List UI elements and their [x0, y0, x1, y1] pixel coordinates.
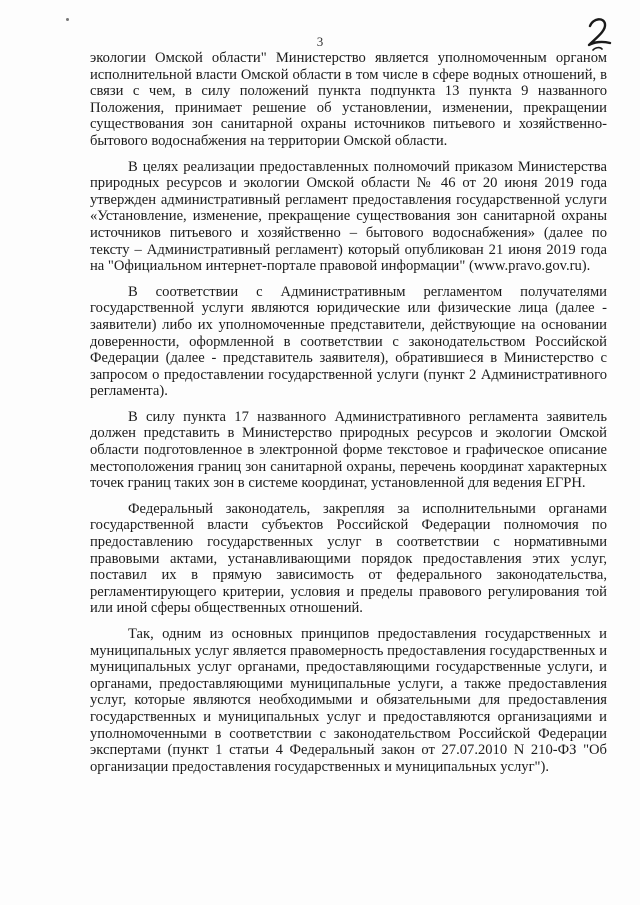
paragraph-4: В силу пункта 17 названного Административного регламента заявитель должен представить в Министерство природных ресурсов и экологии Омской области подготовленное в электронной форме текстовое и графическое описание местоположения границ зон санитарной охраны, перечень координат характерных точек границ таких зон в системе координат, установленной для ведения ЕГРН. — [90, 408, 607, 492]
paragraph-2: В целях реализации предоставленных полномочий приказом Министерства природных ресурсов и экологии Омской области № 46 от 20 июня 2019 года утвержден административный регламент предоставления государственной услуги «Установление, изменение, прекращение существования зон санитарной охраны источников питьевого и хозяйственно – бытового водоснабжения» (далее по тексту – Административный регламент) который опубликован 21 июня 2019 года на "Официальном интернет-портале правовой информации" (www.pravo.gov.ru). — [90, 158, 607, 275]
paragraph-3: В соответствии с Административным регламентом получателями государственной услуги являются юридические или физические лица (далее - заявители) либо их уполномоченные представители, действующие на основании доверенности, оформленной в соответствии с законодательством Российской Федерации (далее - представитель заявителя), обратившиеся в Министерство с запросом о предоставлении государственной услуги (пункт 2 Административного регламента). — [90, 283, 607, 400]
page-number: 3 — [316, 34, 324, 49]
paragraph-1: экологии Омской области" Министерство является уполномоченным органом исполнительной власти Омской области в том числе в сфере водных отношений, в связи с чем, в силу положений пункта подпункта 13 пункта 9 названного Положения, принимает решение об установлении, изменении, прекращении существования зон санитарной охраны источников питьевого и хозяйственно-бытового водоснабжения на территории Омской области. — [90, 50, 607, 149]
paragraph-6: Так, одним из основных принципов предоставления государственных и муниципальных услуг является правомерность предоставления государственных и муниципальных услуг органами, предоставляющими государственные услуги, и органами, предоставляющими муниципальные услуги, а также предоставления услуг, которые являются необходимыми и обязательными для предоставления государственных и муниципальных услуг и предоставляются организациями и уполномоченными в соответствии с законодательством Российской Федерации экспертами (пункт 1 статьи 4 Федеральный закон от 27.07.2010 N 210-ФЗ "Об организации предоставления государственных и муниципальных услуг"). — [90, 626, 607, 775]
paragraph-5: Федеральный законодатель, закрепляя за исполнительными органами государственной власти субъектов Российской Федерации полномочия по предоставлению государственных услуг в соответствии с нормативными правовыми актами, устанавливающими порядок предоставления этих услуг, поставил их в прямую зависимость от федерального законодательства, регламентирующего критерии, условия и пределы правового регулирования той или иной сферы общественных отношений. — [90, 500, 607, 617]
scan-speck — [66, 18, 69, 21]
document-body — [90, 50, 607, 775]
